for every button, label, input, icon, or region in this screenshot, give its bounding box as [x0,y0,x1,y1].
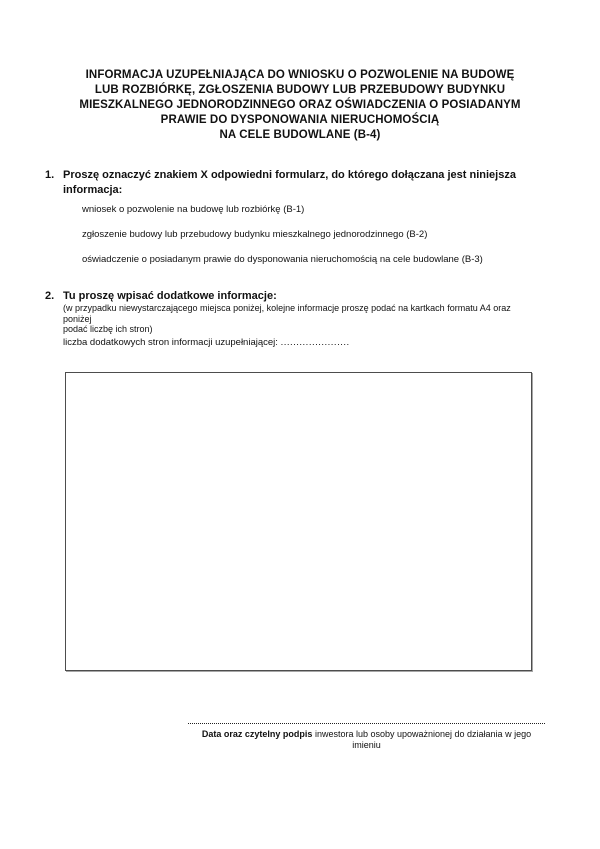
option-form-b3[interactable]: oświadczenie o posiadanym prawie do dysponowania nieruchomością na cele budowlane (B-3) [82,254,483,265]
section1-heading-line-1: Proszę oznaczyć znakiem X odpowiedni formularz, do którego dołączana jest niniejsza [63,169,516,181]
pages-count-field[interactable]: ...................... [280,337,350,348]
signature-caption-rest: inwestora lub osoby upoważnionej do działania w jego imieniu [312,729,532,750]
signature-line[interactable] [188,723,545,724]
pages-count-row [63,337,350,349]
additional-info-box[interactable] [65,372,532,671]
section1-number: 1. [45,169,55,181]
form-title-line-5: NA CELE BUDOWLANE (B-4) [219,129,381,141]
form-title-line-1: INFORMACJA UZUPEŁNIAJĄCA DO WNIOSKU O POZWOLENIE NA BUDOWĘ [85,69,515,81]
section1-heading [63,168,543,198]
section2-number: 2. [45,290,55,302]
form-title [0,68,600,143]
section2-heading: Tu proszę wpisać dodatkowe informacje: [63,290,277,302]
form-title-line-4: PRAWIE DO DYSPONOWANIA NIERUCHOMOŚCIĄ [160,114,440,126]
pages-count-label: liczba dodatkowych stron informacji uzupełniającej: [63,337,278,348]
option-form-b1[interactable]: wniosek o pozwolenie na budowę lub rozbiórkę (B-1) [82,204,305,215]
section2-note [63,303,533,335]
section2-note-line-1: (w przypadku niewystarczającego miejsca poniżej, kolejne informacje proszę podać na kartkach formatu A4 oraz poniżej [63,303,511,324]
signature-caption-bold: Data oraz czytelny podpis [201,729,313,739]
option-form-b2[interactable]: zgłoszenie budowy lub przebudowy budynku mieszkalnego jednorodzinnego (B-2) [82,229,428,240]
signature-caption [188,729,545,751]
section2-note-line-2: podać liczbę ich stron) [63,324,153,334]
form-title-line-3: MIESZKALNEGO JEDNORODZINNEGO ORAZ OŚWIADCZENIA O POSIADANYM [79,99,521,111]
form-title-line-2: LUB ROZBIÓRKĘ, ZGŁOSZENIA BUDOWY LUB PRZEBUDOWY BUDYNKU [94,84,506,96]
section1-heading-line-2: informacja: [63,184,123,196]
